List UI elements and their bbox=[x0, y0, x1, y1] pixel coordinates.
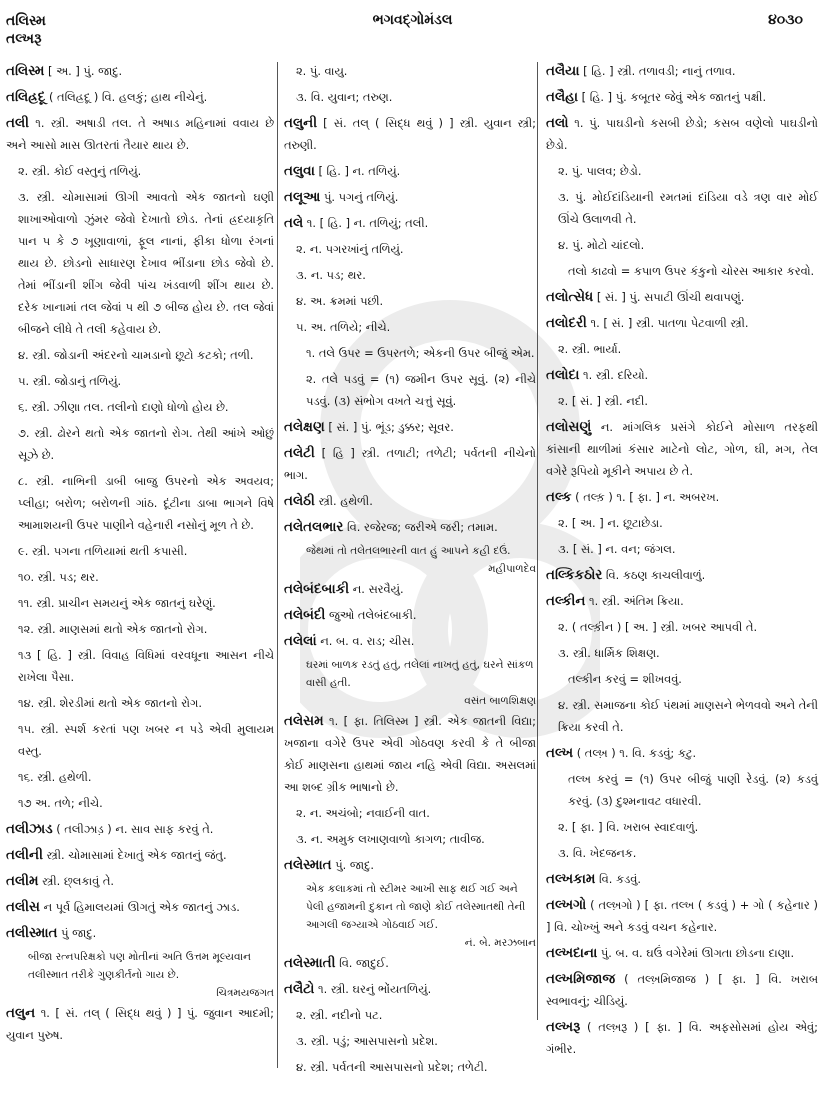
definition-text: ( તલ્ખ઼મિજાજ ) [ ફા. ] વિ. ખરાબ સ્વભાવનું; ચીડિયું. bbox=[546, 972, 818, 1008]
idiom-definition: ૧. તલે ઉપર = ઉપરતળે; એકની ઉપર બીજું એમ. bbox=[306, 346, 535, 360]
sense-definition: ૧૫. સ્ત્રી. સ્પર્શ કરતાં પણ ખબર ન પડે એવી મુલાયમ વસ્તુ. bbox=[18, 722, 274, 758]
headword: તલેલાં bbox=[284, 633, 317, 649]
dictionary-entry bbox=[546, 564, 818, 586]
headword: તલેબંદબાકી bbox=[284, 581, 350, 597]
sense-definition: ૨. પું. વાયુ. bbox=[296, 64, 348, 78]
idiom-definition: તલો કાઢવો = કપાળ ઉપર કંકુનો ચોરસ આકાર કરવો. bbox=[568, 264, 815, 278]
definition-text: ૧. [ સં. તલ્ ( સિદ્ધ થવું ) ] પું. જુવાન આદમી; યુવાન પુરુષ. bbox=[6, 1006, 274, 1042]
dictionary-entry bbox=[546, 416, 818, 482]
column-divider bbox=[537, 62, 538, 1020]
dictionary-entry bbox=[6, 870, 274, 892]
dictionary-entry bbox=[546, 868, 818, 890]
dictionary-entry bbox=[6, 60, 274, 82]
sense-definition: ૪. અ. ક્રમમાં પછી. bbox=[296, 294, 384, 308]
column-1 bbox=[6, 60, 274, 1105]
definition-text: વિ. જાદુઈ. bbox=[335, 956, 389, 970]
sense-definition: ૩. સ્ત્રી. ધાર્મિક શિક્ષણ. bbox=[558, 646, 660, 660]
headword: તલ્ક bbox=[546, 489, 572, 505]
headword: તલૈટો bbox=[284, 981, 315, 997]
idiom-definition: તલ્ખ કરવું = (૧) ઉપર બીજું પાણી રેડવું. (૨) કડવું કરવું. (૩) દુશ્મનાવટ વધારવી. bbox=[568, 772, 818, 808]
headword: તલોદા bbox=[546, 367, 580, 383]
sense-definition: ૧૪. સ્ત્રી. શેરડીમાં થતો એક જાતનો રોગ. bbox=[18, 696, 202, 710]
dictionary-entry bbox=[546, 286, 818, 308]
definition-text: પું. બ. વ. ઘઉં વગેરેમાં ઊગતા છોડના દાણા. bbox=[597, 946, 795, 960]
dictionary-entry bbox=[284, 952, 536, 974]
dictionary-entry bbox=[284, 578, 536, 600]
headword: તલુવા bbox=[284, 163, 315, 179]
sense-definition: ૬. સ્ત્રી. ઝીણા તલ. તલીનો દાણો ધોળો હોય છે. bbox=[18, 400, 229, 414]
sense-definition: ૩. વિ. ખેદજનક. bbox=[558, 846, 637, 860]
dictionary-entry bbox=[546, 312, 818, 334]
sense-definition: ૧૬. સ્ત્રી. હથેળી. bbox=[18, 770, 92, 784]
column-3 bbox=[546, 60, 818, 1105]
definition-text: વિ. રજેરજ; જરીએ જરી; તમામ. bbox=[343, 520, 498, 534]
definition-text: વિ. કઠણ કાચલીવાળું. bbox=[602, 568, 706, 582]
definition-text: [ સં. તલ્ ( સિદ્ધ થવું ) ] સ્ત્રી. યુવાન સ્ત્રી; તરુણી. bbox=[284, 116, 536, 152]
definition-text: ન. બ. વ. રાડ; ચીસ. bbox=[316, 634, 415, 648]
sense-definition: ૩. ન. પડ; થર. bbox=[296, 268, 366, 282]
dictionary-entry bbox=[284, 442, 536, 486]
definition-text: ન. માંગલિક પ્રસંગે કોઈને મોસાળ તરફથી કાંસાની થાળીમાં કંસાર માટેનો લોટ, ગોળ, ઘી, મગ, તેલ વગેરે રૂપિયો મૂકીને અપાય છે તે. bbox=[546, 420, 818, 478]
dictionary-entry bbox=[6, 818, 274, 840]
sense-definition: ૯. સ્ત્રી. પગના તળિયામાં થતી કપાસી. bbox=[18, 544, 188, 558]
definition-text: ( તલ્ક઼ ) ૧. [ ફા. ] ન. અબરખ. bbox=[571, 490, 720, 504]
definition-text: ૧. સ્ત્રી. દરિયો. bbox=[579, 368, 649, 382]
headword: તલ્ખગો bbox=[546, 897, 587, 913]
sense-definition: ૮. સ્ત્રી. નાભિની ડાબી બાજુ ઉપરનો એક અવયવ; પ્લીહા; બરોળ; બરોળની ગાંઠ. દૂંટીના ડાબા ભાગને વિષે આમાશયની ઉપર પાણીને વહેનારી નસોનું મૂળ તે છે. bbox=[18, 474, 274, 532]
dictionary-entry bbox=[546, 60, 818, 82]
sense-definition: ૫. અ. તળિયે; નીચે. bbox=[296, 320, 391, 334]
definition-text: [ હિ. ] ન. તળિયું. bbox=[314, 164, 401, 178]
definition-text: ૧. પું. પાઘડીનો કસબી છેડો; કસબ વણેલો પાઘડીનો છેડો. bbox=[546, 116, 818, 152]
dictionary-entry bbox=[546, 942, 818, 964]
definition-text: પું. જાદુ. bbox=[331, 858, 374, 872]
sense-definition: ૨. ( તલ્ક઼ીન ) [ અ. ] સ્ત્રી. ખબર આપવી તે. bbox=[558, 620, 758, 634]
dictionary-entry bbox=[546, 894, 818, 938]
sense-definition: ૫. સ્ત્રી. જોડાનું તળિયું. bbox=[18, 374, 122, 388]
dictionary-entry bbox=[546, 1016, 818, 1060]
headword: તલેક્ષણ bbox=[284, 419, 325, 435]
sense-definition: ૧૨. સ્ત્રી. માણસમાં થતો એક જાતનો રોગ. bbox=[18, 622, 208, 636]
sense-definition: ૧૭ અ. તળે; નીચે. bbox=[18, 796, 103, 810]
dictionary-entry bbox=[546, 742, 818, 764]
headword: તલેસ્માતી bbox=[284, 955, 336, 971]
definition-text: [ હિ ] સ્ત્રી. તળાટી; તળેટી; પર્વતની નીચેનો ભાગ. bbox=[284, 446, 536, 482]
headword: તલેઠી bbox=[284, 493, 315, 509]
sense-definition: ૧૦. સ્ત્રી. પડ; થર. bbox=[18, 570, 99, 584]
headword: તલોત્સેધ bbox=[546, 289, 594, 305]
sense-definition: ૧૩ [ હિ. ] સ્ત્રી. વિવાહ વિધિમાં વરવધૂના આસન નીચે રાખેલા પૈસા. bbox=[18, 648, 274, 684]
definition-text: ( તલ્ખ઼ ) ૧. વિ. કડવું; કટુ. bbox=[573, 746, 697, 760]
dictionary-entry bbox=[284, 212, 536, 234]
definition-text: ૧. [ ફા. તિલિસ્મ ] સ્ત્રી. એક જાતની વિદ્યા; ખજાના વગેરે ઉપર એવી ગોઠવણ કરવી કે તે બીજા કોઈ માણસના હાથમાં જાય નહિ એવી વિદ્યા. અસલમાં આ શબ્દ ગ્રીક ભાષાનો છે. bbox=[284, 714, 536, 794]
guide-word-first: તલિસ્મ bbox=[6, 13, 46, 29]
sense-definition: ૪. સ્ત્રી. જોડાની અંદરનો ચામડાનો છૂટો કટકો; તળી. bbox=[18, 348, 254, 362]
headword: તલીઝાડ bbox=[6, 821, 53, 837]
headword: તલૂઆ bbox=[284, 189, 321, 205]
sense-definition: ૨. પું. પાલવ; છેડો. bbox=[558, 164, 642, 178]
page-number: ૪૦૩૦ bbox=[768, 12, 803, 28]
definition-text: ૧. [ સં. ] સ્ત્રી. પાતળા પેટવાળી સ્ત્રી. bbox=[586, 316, 749, 330]
sense-definition: ૨. [ અ. ] ન. છૂટાછેડા. bbox=[558, 516, 663, 530]
column-2 bbox=[284, 60, 536, 1105]
idiom-definition: ૨. તલે પડવું = (૧) જમીન ઉપર સૂવું. (૨) નીચે પડવું. (૩) સંભોગ વખતે ચત્તું સૂવું. bbox=[306, 372, 536, 408]
definition-text: [ સં. ] પું. ભૂંડ; ડુક્કર; સૂવર. bbox=[324, 420, 454, 434]
page-title: ભગવદ્ગોમંડલ bbox=[372, 12, 453, 28]
definition-text: ન. સરવૈયું. bbox=[349, 582, 404, 596]
sense-definition: ૭. સ્ત્રી. ઢોરને થતો એક જાતનો રોગ. તેથી આંખે ઓછું સૂઝે છે. bbox=[18, 426, 274, 462]
headword: તલેતલભાર bbox=[284, 519, 344, 535]
dictionary-entry bbox=[284, 516, 536, 538]
dictionary-entry bbox=[546, 486, 818, 508]
headword: તલુન bbox=[6, 1005, 36, 1021]
headword: તલ્ખકામ bbox=[546, 871, 596, 887]
headword: તલિસ્મ bbox=[6, 63, 45, 79]
definition-text: ૧. સ્ત્રી. અંતિમ ક્રિયા. bbox=[585, 594, 684, 608]
headword: તલિહ્રદૂ bbox=[6, 89, 46, 105]
headword: તલ્ખ bbox=[546, 745, 574, 761]
sense-definition: ૩. [ સં. ] ન. વન; જંગલ. bbox=[558, 542, 676, 556]
headword: તલ્કિકઠોર bbox=[546, 567, 603, 583]
headword: તલેસ્માત bbox=[284, 857, 332, 873]
headword: તલુની bbox=[284, 115, 318, 131]
definition-text: જુઓ તલેબંદબાકી. bbox=[325, 608, 417, 622]
headword: તલીસ bbox=[6, 899, 40, 915]
sense-definition: ૧૧. સ્ત્રી. પ્રાચીન સમયનું એક જાતનું ઘરેણું. bbox=[18, 596, 216, 610]
definition-text: ( તલ્ખ઼રૂ ) [ ફા. ] વિ. અફસોસમાં હોય એવું; ગંભીર. bbox=[546, 1020, 818, 1056]
sense-definition: ૪. પું. મોટો ચાંદલો. bbox=[558, 238, 645, 252]
definition-text: ૧. સ્ત્રી. ઘરનું ભોંયતળિયું. bbox=[314, 982, 432, 996]
headword: તલ્કીન bbox=[546, 593, 586, 609]
sense-definition: ૪. સ્ત્રી. સમાજના કોઈ પંથમાં માણસને ભેળવવો અને તેની ક્રિયા કરવી તે. bbox=[558, 698, 818, 734]
column-divider bbox=[277, 62, 278, 1068]
sense-definition: ૨. ન. અચંબો; નવાઈની વાત. bbox=[296, 806, 430, 820]
headword: તલીસ્માત bbox=[6, 925, 58, 941]
definition-text: [ સં. ] પું. સપાટી ઊંચી થવાપણું. bbox=[593, 290, 745, 304]
usage-quote: એક કલાકમાં તો સ્ટીમર આખી સાફ થઈ ગઈ અને પેલી હજામની દુકાન તો જાણે કોઈ તલેસ્માતથી તેની આગલી જગ્યાએ ગોઠવાઈ ગઈ. bbox=[306, 883, 526, 931]
quote-citation: મહીપાળદેવ bbox=[488, 563, 536, 575]
dictionary-entry bbox=[546, 590, 818, 612]
sense-definition: ૩. વિ. યુવાન; તરુણ. bbox=[296, 90, 393, 104]
quote-citation: ચિત્રમયજગત bbox=[216, 987, 274, 999]
headword: તલોસણું bbox=[546, 419, 592, 435]
sense-definition: ૨. સ્ત્રી. નદીનો પટ. bbox=[296, 1008, 383, 1022]
definition-text: ( તલિહ્રદૂ ) વિ. હલકું; હાથ નીચેનું. bbox=[45, 90, 208, 104]
idiom-definition: તલ્કીન કરવું = શીખવવું. bbox=[568, 672, 682, 686]
headword: તલો bbox=[546, 115, 569, 131]
dictionary-entry bbox=[284, 490, 536, 512]
definition-text: પું. પગનું તળિયું. bbox=[320, 190, 399, 204]
sense-definition: ૨. સ્ત્રી. કોઈ વસ્તુનું તળિયું. bbox=[18, 164, 142, 178]
sense-definition: ૩. પું. મોઈદાંડિયાની રમતમાં દાંડિયા વડે ત્રણ વાર મોઈ ઊંચે ઉલાળવી તે. bbox=[558, 190, 818, 226]
headword: તલૈહા bbox=[546, 89, 579, 105]
definition-text: [ અ. ] પું. જાદુ. bbox=[44, 64, 123, 78]
headword: તલે bbox=[284, 215, 304, 231]
headword: તલીમ bbox=[6, 873, 39, 889]
dictionary-entry bbox=[284, 630, 536, 652]
sense-definition: ૩. સ્ત્રી. પડું; આસપાસનો પ્રદેશ. bbox=[296, 1034, 438, 1048]
usage-quote: બીજા રત્નપરિક્ષકો પણ મોતીનાં અતિ ઉત્તમ મૂલ્યવાન તલીસ્માત તરીકે ગુણકીર્તનો ગાય છે. bbox=[28, 951, 251, 981]
dictionary-entry bbox=[6, 86, 274, 108]
dictionary-entry bbox=[6, 1002, 274, 1046]
headword: તલ્ખરૂ bbox=[546, 1019, 581, 1035]
headword: તલેટી bbox=[284, 445, 315, 461]
dictionary-entry bbox=[546, 968, 818, 1012]
sense-definition: ૨. ન. પગરખાંનું તળિયું. bbox=[296, 242, 404, 256]
definition-text: ( તલીઝાડ઼ ) ન. સાવ સાફ કરવું તે. bbox=[52, 822, 214, 836]
quote-citation: વસંત બાળશિક્ષણ bbox=[464, 695, 536, 707]
definition-text: વિ. કડવું. bbox=[595, 872, 641, 886]
headword: તલ્ખમિજાજ bbox=[546, 971, 616, 987]
definition-text: ન પૂર્વ હિમાલયમાં ઊગતું એક જાતનું ઝાડ. bbox=[39, 900, 240, 914]
dictionary-entry bbox=[546, 112, 818, 156]
dictionary-entry bbox=[546, 364, 818, 386]
dictionary-entry bbox=[284, 186, 536, 208]
dictionary-entry bbox=[284, 854, 536, 876]
definition-text: સ્ત્રી. ચોમાસામાં દેખાતું એક જાતનું જંતુ. bbox=[42, 848, 227, 862]
headword: તલેબંદી bbox=[284, 607, 326, 623]
sense-definition: ૩. સ્ત્રી. ચોમાસામાં ઊગી આવતો એક જાતનો ઘણી શાખાઓવાળો ઝુંમર જેવો દેખાતો છોડ. તેનાં હ્રદયાકૃતિ પાન પ કે ૭ ખૂણાવાળાં, ફૂલ નાનાં, ફીકા ધોળા રંગનાં થાય છે. છોડનો સાધારણ દેખાવ ભીંડાના છોડ જેવો છે. તેમાં ભીંડાની શીંગ જેવી પાંચ ખંડવાળી શીંગ થાય છે. દરેક ખાનામાં તલ જેવાં પ થી ૭ બીજ હોય છે. તલ જેવાં બીજને લીધે તે તલી કહેવાય છે. bbox=[18, 190, 274, 336]
dictionary-entry bbox=[284, 112, 536, 156]
headword: તલ્ખદાના bbox=[546, 945, 598, 961]
dictionary-entry bbox=[6, 844, 274, 866]
dictionary-entry bbox=[284, 604, 536, 626]
definition-text: [ હિ. ] પું. કબૂતર જેવું એક જાતનું પક્ષી. bbox=[578, 90, 767, 104]
quote-citation: નં. બે. મરઝબાન bbox=[464, 937, 536, 949]
usage-quote: ઘરમાં બાળક રડતું હતું, તલેલાં નાખતું હતું, ઘરને સાંકળ વાસી હતી. bbox=[306, 659, 534, 689]
definition-text: ૧. સ્ત્રી. અષાડી તલ. તે અષાડ મહિનામાં વવાય છે અને આસો માસ ઊતરતાં તૈયાર થાય છે. bbox=[6, 116, 274, 152]
sense-definition: ૪. સ્ત્રી. પર્વતની આસપાસનો પ્રદેશ; તળેટી. bbox=[296, 1060, 488, 1074]
definition-text: પું જાદુ. bbox=[57, 926, 97, 940]
definition-text: ( તલ્ખ઼ગો ) [ ફા. તલ્ખ ( કડવું ) + ગો ( કહેનાર ) ] વિ. ચોખ્ખું અને કડવું વચન કહેનાર. bbox=[546, 898, 818, 934]
definition-text: ૧. [ હિ. ] ન. તળિયું; તલી. bbox=[303, 216, 429, 230]
definition-text: [ હિ. ] સ્ત્રી. તળાવડી; નાનું તળાવ. bbox=[579, 64, 736, 78]
dictionary-entry bbox=[6, 896, 274, 918]
usage-quote: જેથમાં તો તલેતલભારની વાત હું આપને કહી દઉં. bbox=[306, 545, 511, 557]
sense-definition: ૨. સ્ત્રી. ભાર્યા. bbox=[558, 342, 622, 356]
dictionary-entry bbox=[284, 710, 536, 798]
dictionary-entry bbox=[284, 160, 536, 182]
dictionary-entry bbox=[284, 978, 536, 1000]
headword: તલીની bbox=[6, 847, 43, 863]
sense-definition: ૨. [ ફા. ] વિ. ખરાબ સ્વાદવાળું. bbox=[558, 820, 699, 834]
guide-word-last: તલ્ખરૂ bbox=[6, 31, 42, 47]
dictionary-entry bbox=[546, 86, 818, 108]
definition-text: સ્ત્રી. છ્લકાવું તે. bbox=[38, 874, 115, 888]
dictionary-entry bbox=[284, 416, 536, 438]
sense-definition: ૨. [ સં. ] સ્ત્રી. નદી. bbox=[558, 394, 648, 408]
dictionary-entry bbox=[6, 922, 274, 944]
headword: તલેસમ bbox=[284, 713, 324, 729]
headword: તલી bbox=[6, 115, 30, 131]
dictionary-entry bbox=[6, 112, 274, 156]
headword: તલોદરી bbox=[546, 315, 587, 331]
sense-definition: ૩. ન. અમુક લખાણવાળો કાગળ; તાવીજ. bbox=[296, 832, 485, 846]
headword: તલૈયા bbox=[546, 63, 580, 79]
definition-text: સ્ત્રી. હથેળી. bbox=[314, 494, 373, 508]
